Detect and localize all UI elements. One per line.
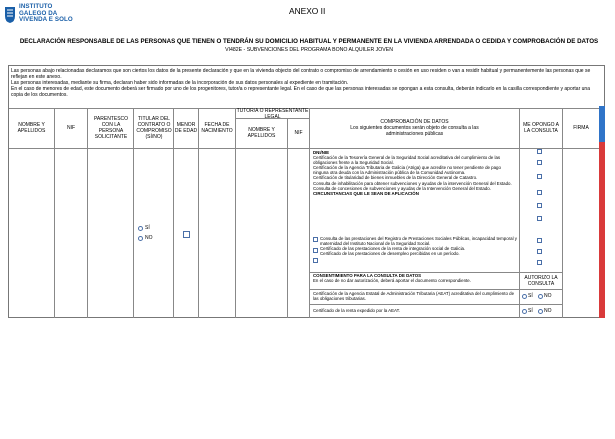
consent-item-2: Certificado de la renta expedido por la AEAT. — [313, 308, 401, 313]
oppose-item-1-checkbox[interactable] — [537, 160, 542, 165]
col-birth: FECHA DE NACIMIENTO — [201, 122, 233, 134]
intro-paragraph-2: Las personas interesadas, mediante su firma, declaran haber sido informadas de la incorporación de sus datos personales al expediente en tramitación. — [11, 80, 349, 87]
circ-checkbox-3[interactable] — [313, 258, 318, 263]
consent-1-no-label: NO — [544, 293, 552, 299]
logo-line-2: GALEGO DA — [19, 9, 58, 17]
col-signature: FIRMA — [573, 125, 589, 131]
circ-item-2: Certificado de las prestaciones de la renta de integración social de Galicia. — [320, 246, 466, 252]
holder-yes-radio[interactable] — [138, 226, 143, 231]
holder-no-radio[interactable] — [138, 236, 143, 241]
document-subtitle: VI482E - SUBVENCIONES DEL PROGRAMA BONO ALQUILER JOVEN — [225, 47, 393, 53]
consent-2-no-radio[interactable] — [538, 309, 543, 314]
consent-1-yes-label: SÍ — [528, 293, 533, 299]
holder-no-label: NO — [145, 235, 153, 241]
oppose-item-5-checkbox[interactable] — [537, 216, 542, 221]
oppose-item-4-checkbox[interactable] — [537, 203, 542, 208]
circ-checkbox-1[interactable] — [313, 237, 318, 242]
minor-checkbox[interactable] — [183, 231, 190, 238]
col-tutor-nif: NIF — [294, 130, 303, 136]
col-check-title: COMPROBACIÓN DE DATOS — [380, 119, 449, 125]
circ-title: CIRCUNSTANCIAS QUE LE SEAN DE APLICACIÓN — [313, 190, 419, 196]
oppose-item-2-checkbox[interactable] — [537, 174, 542, 179]
annex-label: ANEXO II — [289, 6, 326, 16]
circ-list — [320, 236, 517, 256]
oppose-dni-checkbox[interactable] — [537, 149, 542, 154]
col-tutor-name: NOMBRE Y APELLIDOS — [247, 127, 276, 139]
document-title: DECLARACIÓN RESPONSABLE DE LAS PERSONAS QUE TIENEN O TENDRÁN SU DOMICILIO HABITUAL Y PERMANENTE EN LA VIVIENDA ARRENDADA O CEDIDA Y COMPROBACIÓN DE DATOS — [19, 38, 599, 45]
doc-item-4: Consulta de inhabilitación para obtener subvenciones y ayudas de la intervención General del Estado. — [313, 180, 512, 186]
declaration-form — [8, 65, 605, 318]
col-nif: NIF — [66, 125, 76, 131]
oppose-circ-1-checkbox[interactable] — [537, 238, 542, 243]
col-name: NOMBRE Y APELLIDOS — [17, 122, 46, 134]
col-check-sub: Los siguientes documentos serán objeto de consulta a las administraciones públicas — [350, 125, 479, 137]
oppose-circ-2-checkbox[interactable] — [537, 249, 542, 254]
circ-checkbox-2[interactable] — [313, 248, 318, 253]
circ-item-3: Certificado de las prestaciones de desempleo percibidas en un período. — [320, 251, 460, 257]
consent-sub: En el caso de no dar autorización, deberá aportar el documento correspondiente. — [313, 278, 471, 284]
intro-paragraph-3: En el caso de menores de edad, este documento deberá ser firmado por uno de los progenitores, tutor/a o representante legal. En el caso de que las personas interesadas se opongan a esta consulta, deberán indicarlo en la casilla correspondiente y aportar una copia de los documentos. — [11, 86, 590, 99]
consent-item-1: Certificación de la Agencia Estatal de Administración Tributaria (AEAT) acreditativa del cumplimiento de las obligaciones tributarias. — [313, 291, 515, 302]
logo-line-1: INSTITUTO — [19, 3, 53, 10]
consent-title: CONSENTIMIENTO PARA LA CONSULTA DE DATOS — [313, 273, 422, 278]
col-oppose: ME OPONGO A LA CONSULTA — [523, 122, 559, 134]
doc-item-3: Certificación de titularidad de bienes inmuebles de la Dirección General de Catastro. — [313, 175, 478, 181]
galicia-emblem-icon — [4, 6, 16, 24]
intro-paragraph-1: Las personas abajo relacionadas declaramos que son ciertos los datos de la presente declaración y que en la vivienda objecto del contrato o compromiso de arrendamiento o cesión en uso residen o van a residir habitual y permanentemente las personas que se reflejan en este anexo. — [11, 68, 591, 81]
consent-1-yes-radio[interactable] — [522, 294, 527, 299]
doc-item-2: Certificación de la Agencia Tributaria de Galicia (Atriga) que acredite no tener pendiente de pago ninguna otra deuda con la Administración pública de la Comunidad Autónoma. — [313, 165, 501, 176]
col-tutor-group: TUTOR/A O REPRESENTANTE LEGAL — [236, 107, 309, 120]
intro-text — [11, 68, 601, 98]
consent-1-no-radio[interactable] — [538, 294, 543, 299]
consent-section — [313, 273, 517, 283]
documents-list — [313, 150, 517, 196]
col-minor: MENOR DE EDAD — [174, 122, 198, 134]
doc-item-1: Certificación de la Tesorería General de la Seguridad Social acreditativa del cumplimiento de las obligaciones frente a la Seguridad Social. — [313, 155, 501, 166]
col-kinship: PARENTESCO CON LA PERSONA SOLICITANTE — [93, 116, 129, 140]
oppose-item-3-checkbox[interactable] — [537, 190, 542, 195]
oppose-circ-3-checkbox[interactable] — [537, 260, 542, 265]
doc-item-5: Consulta de concesiones de subvenciones y ayudas de la Intervención General del Estado. — [313, 185, 491, 191]
doc-dni: DNI/NIE — [313, 150, 330, 155]
holder-yes-label: SÍ — [145, 225, 150, 231]
institute-logo — [4, 4, 94, 32]
circ-item-1: Consulta de las prestaciones del Registro de Prestaciones Sociales Públicas, incapacidad temporal y maternidad del Instituto Nacional de la Seguridad Social. — [320, 236, 517, 247]
consent-2-no-label: NO — [544, 308, 552, 314]
side-scroll-handle[interactable] — [599, 106, 605, 142]
consent-2-yes-radio[interactable] — [522, 309, 527, 314]
col-holder: TITULAR DEL CONTRATO O COMPROMISO (SÍ/NO) — [136, 116, 172, 140]
authorize-header: AUTORIZO LA CONSULTA — [524, 275, 558, 287]
consent-2-yes-label: SÍ — [528, 308, 533, 314]
logo-line-3: VIVENDA E SOLO — [19, 16, 73, 24]
